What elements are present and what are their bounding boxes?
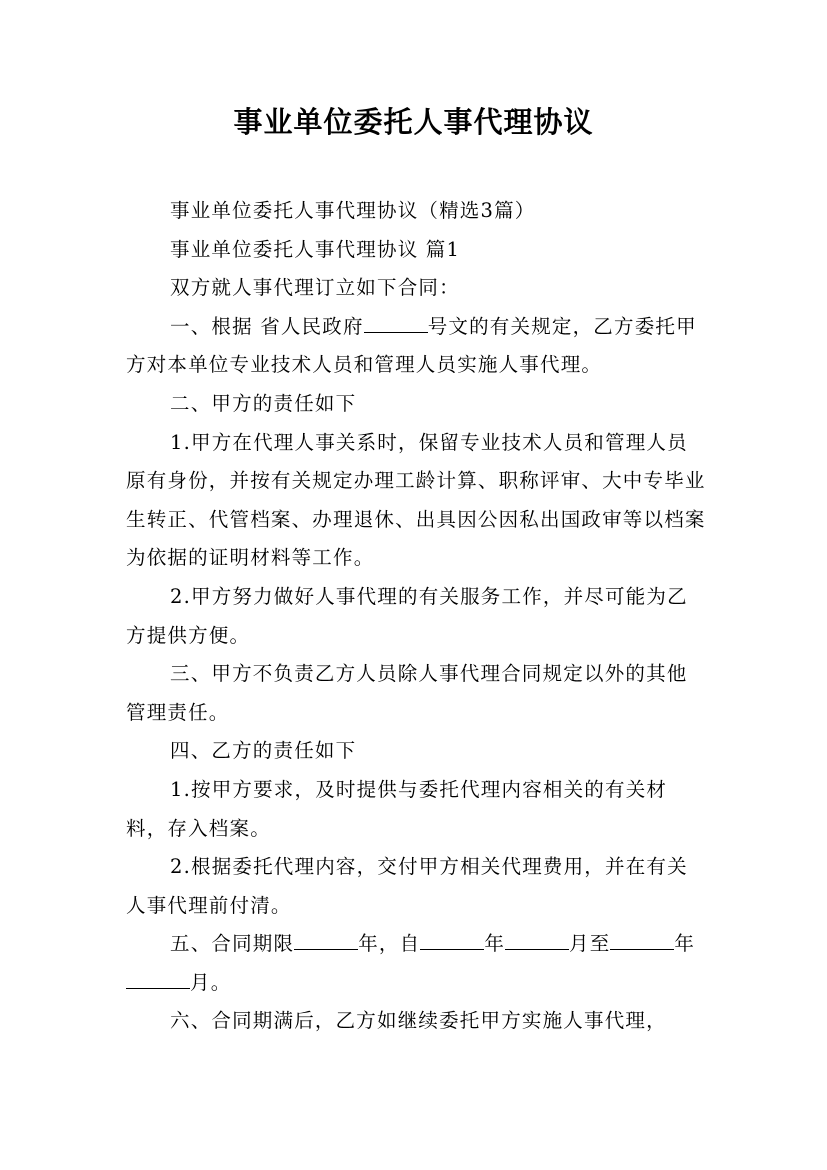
clause-5-text-f: 月。 [190,970,232,994]
blank-line [126,987,190,989]
paragraph-clause-2-item-1: 1.甲方在代理人事关系时，保留专业技术人员和管理人员原有身份，并按有关规定办理工龄计算、职称评审、大中专毕业生转正、代管档案、办理退休、出具因公因私出国政审等以档案为依据的证明材料等工作。 [126,430,706,570]
blank-line [294,948,358,950]
paragraph-clause-3: 三、甲方不负责乙方人员除人事代理合同规定以外的其他管理责任。 [126,662,688,724]
paragraph-clause-5 [126,925,708,1002]
blank-line [420,948,484,950]
paragraph-clause-4-heading: 四、乙方的责任如下 [170,739,357,763]
blank-line [505,948,569,950]
paragraph-clause-2-heading: 二、甲方的责任如下 [170,391,357,415]
paragraph-intro: 双方就人事代理订立如下合同： [170,276,460,300]
document-title: 事业单位委托人事代理协议 [233,105,594,139]
clause-1-text-a: 一、根据 省人民政府 [170,314,364,338]
paragraph-clause-2-item-2: 2.甲方努力做好人事代理的有关服务工作，并尽可能为乙方提供方便。 [126,584,688,647]
blank-line [610,948,674,950]
clause-5-text-a: 五、合同期限 [170,932,295,956]
paragraph-clause-4-item-1: 1.按甲方要求，及时提供与委托代理内容相关的有关材料，存入档案。 [126,777,668,840]
paragraph-subtitle: 事业单位委托人事代理协议（精选3篇） [170,199,536,222]
clause-1-text-b: 号文的有关规定，乙方委托甲方对本单位专业技术人员和管理人员实施人事代理。 [126,314,697,377]
clause-5-text-e: 年 [674,932,696,956]
clause-5-text-b: 年，自 [358,932,421,956]
blank-line [364,331,428,333]
document-body [126,192,708,1041]
paragraph-clause-1 [126,308,708,385]
clause-5-text-c: 年 [484,932,506,956]
paragraph-section-heading: 事业单位委托人事代理协议 篇1 [170,237,461,261]
paragraph-clause-6: 六、合同期满后，乙方如继续委托甲方实施人事代理， [170,1009,667,1033]
paragraph-clause-4-item-2: 2.根据委托代理内容，交付甲方相关代理费用，并在有关人事代理前付清。 [126,855,688,917]
clause-5-text-d: 月至 [569,932,611,956]
